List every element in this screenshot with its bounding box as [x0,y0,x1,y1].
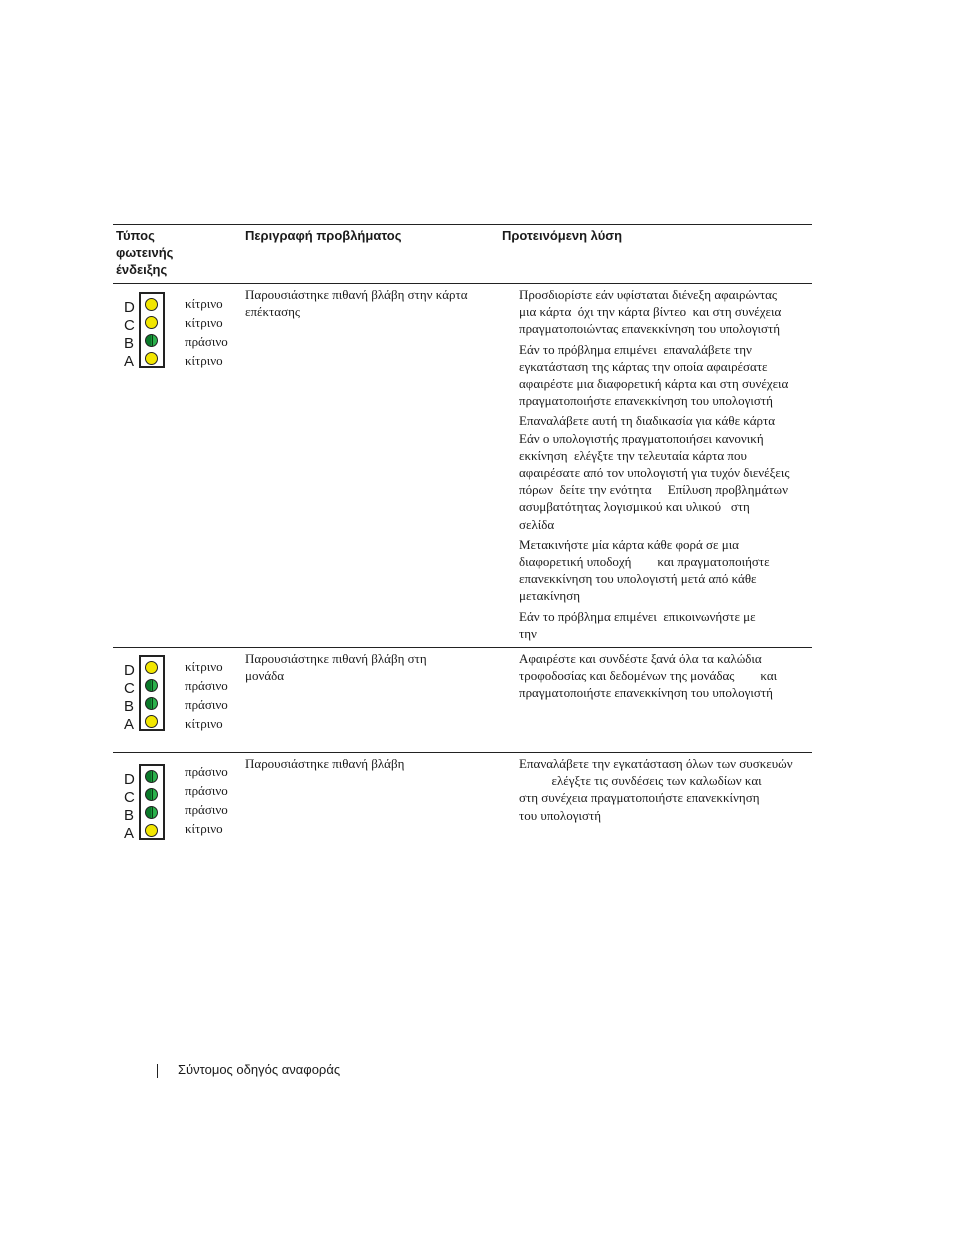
row-divider [113,283,812,284]
light-d-indicator [145,770,158,783]
light-label-a: A [124,825,135,842]
text-line: αφαιρέσατε από τον υπολογιστή για τυχόν διενέξεις [519,465,790,481]
text-line: Παρουσιάστηκε πιθανή βλάβη στην κάρτα [245,287,468,302]
light-color: πράσινο [185,764,228,779]
light-label-c: C [124,680,135,697]
light-d-indicator [145,661,158,674]
light-color: κίτρινο [185,296,223,311]
light-label-b: B [124,807,135,824]
problem-description [245,755,495,772]
light-color: πράσινο [185,697,228,712]
text-line: Εάν ο υπολογιστής πραγματοποιήσει κανονική [519,430,764,446]
text-line: εγκατάσταση της κάρτας την οποία αφαιρέσατε [519,358,768,374]
text-line: σελίδα [519,516,555,532]
text-line: ασυμβατότητας λογισμικού και υλικού στη [519,499,750,515]
text-line: Επαναλάβετε αυτή τη διαδικασία για κάθε κάρτα [519,413,776,429]
text-line: Εάν το πρόβλημα επιμένει επικοινωνήστε με [519,608,756,624]
light-color: πράσινο [185,783,228,798]
light-color-list [185,294,228,370]
header-line: Τύπος [116,228,155,243]
text-line: Προσδιορίστε εάν υφίσταται διένεξη αφαιρώντας [519,287,778,302]
text-line: Εάν το πρόβλημα επιμένει επαναλάβετε την [519,341,752,357]
text-line: Παρουσιάστηκε πιθανή βλάβη [245,756,405,771]
light-a-indicator [145,824,158,837]
light-color: πράσινο [185,334,228,349]
light-label-a: A [124,353,135,370]
text-line: επανεκκίνηση του υπολογιστή μετά από κάθε [519,571,757,587]
header-line: φωτεινής [116,245,174,260]
light-b-indicator [145,334,158,347]
suggested-solution [519,755,811,827]
text-line: Αφαιρέστε και συνδέστε ξανά όλα τα καλώδια [519,651,762,666]
text-line: πραγματοποιώντας επανεκκίνηση του υπολογιστή [519,321,781,337]
light-c-indicator [145,679,158,692]
light-color: κίτρινο [185,353,223,368]
suggested-solution [519,650,811,705]
light-b-indicator [145,697,158,710]
solution-paragraph [519,286,811,338]
row-divider [113,752,812,753]
solution-paragraph [519,536,811,605]
light-label-d: D [124,662,135,679]
text-line: μια κάρτα όχι την κάρτα βίντεο και στη συνέχεια [519,304,782,320]
text-line: επέκτασης [245,304,301,320]
light-a-indicator [145,715,158,728]
light-c-indicator [145,316,158,329]
light-label-b: B [124,698,135,715]
text-line: Παρουσιάστηκε πιθανή βλάβη στη [245,651,427,666]
page-footer [157,1062,340,1078]
light-b-indicator [145,806,158,819]
table-top-rule [113,224,812,225]
light-color: πράσινο [185,802,228,817]
solution-paragraph [519,755,811,824]
light-label-b: B [124,335,135,352]
text-line: μετακίνηση [519,588,580,604]
text-line: εκκίνηση ελέγξτε την τελευταία κάρτα που [519,447,747,463]
light-label-a: A [124,716,135,733]
light-color-list [185,657,228,733]
text-line: Μετακινήστε μία κάρτα κάθε φορά σε μια [519,536,739,552]
text-line: μονάδα [245,668,285,684]
solution-paragraph [519,412,811,532]
light-label-d: D [124,771,135,788]
problem-description [245,650,495,684]
problem-description [245,286,495,320]
solution-paragraph [519,650,811,702]
light-d-indicator [145,298,158,311]
light-color: κίτρινο [185,315,223,330]
text-line: πραγματοποιήστε επανεκκίνηση του υπολογιστή [519,393,773,409]
light-color: κίτρινο [185,659,223,674]
text-line: την [519,625,537,641]
light-color: κίτρινο [185,821,223,836]
text-line: αφαιρέστε μια διαφορετική κάρτα και στη συνέχεια [519,376,789,392]
light-c-indicator [145,788,158,801]
header-line: ένδειξης [116,262,168,277]
diagnostic-lights-diagram [116,292,178,372]
suggested-solution [519,286,811,645]
footer-rule [157,1064,158,1078]
light-color: κίτρινο [185,716,223,731]
header-suggested-solution: Προτεινόμενη λύση [502,228,623,243]
light-a-indicator [145,352,158,365]
text-line: τροφοδοσίας και δεδομένων της μονάδας και [519,668,778,684]
text-line: πραγματοποιήστε επανεκκίνηση του υπολογιστή [519,685,773,701]
row-divider [113,647,812,648]
text-line: ελέγξτε τις συνδέσεις των καλωδίων και [519,773,762,789]
diagnostic-lights-diagram [116,764,178,844]
header-light-pattern [116,227,173,278]
solution-paragraph [519,341,811,410]
text-line: Επαναλάβετε την εγκατάσταση όλων των συσκευών [519,756,793,771]
light-color: πράσινο [185,678,228,693]
text-line: του υπολογιστή [519,807,601,823]
diagnostic-lights-diagram [116,655,178,735]
solution-paragraph [519,608,811,642]
light-color-list [185,762,228,838]
footer-title: Σύντομος οδηγός αναφοράς [178,1062,341,1077]
header-problem-description: Περιγραφή προβλήματος [245,228,402,243]
light-label-c: C [124,317,135,334]
text-line: διαφορετική υποδοχή και πραγματοποιήστε [519,554,770,570]
text-line: πόρων δείτε την ενότητα Επίλυση προβλημάτων [519,482,788,498]
light-label-c: C [124,789,135,806]
text-line: στη συνέχεια πραγματοποιήστε επανεκκίνηση [519,790,760,806]
light-label-d: D [124,299,135,316]
